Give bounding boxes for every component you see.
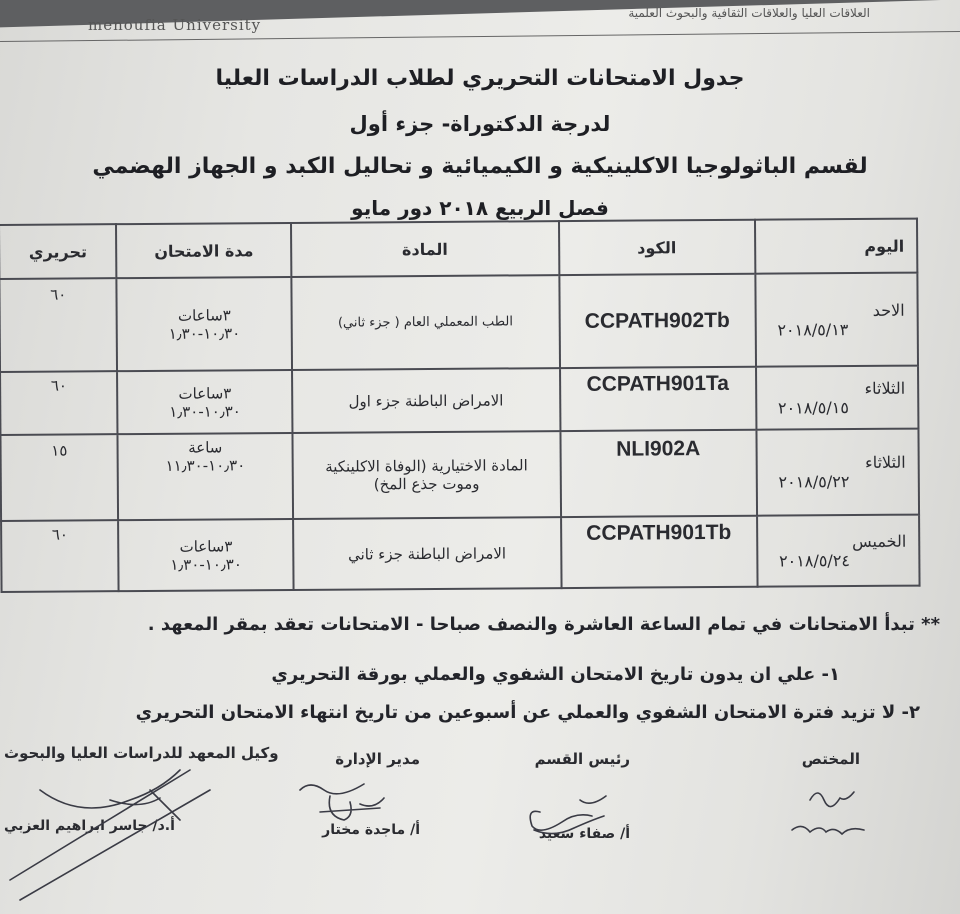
day-name: الاحد	[872, 300, 905, 320]
exam-date: ٢٠١٨/٥/٢٤	[778, 550, 851, 571]
duration-value: ٣ساعات	[179, 536, 233, 556]
time-range: ١٠٫٣٠-١٫٣٠	[168, 323, 241, 343]
day-name: الثلاثاء	[865, 452, 906, 472]
written-cell: ٦٠	[0, 278, 117, 372]
admin-signature	[300, 784, 384, 820]
vice-dean-signature	[10, 770, 210, 900]
specialist-signature	[792, 792, 864, 834]
admin-name: أ/ ماجدة مختار	[322, 822, 420, 838]
exam-date: ٢٠١٨/٥/٢٢	[778, 472, 850, 492]
time-range: ١٠٫٣٠-١٫٣٠	[169, 401, 241, 421]
day-name: الخميس	[852, 531, 907, 551]
subject-cell: المادة الاختيارية (الوفاة الاكلينكية وموت جذع المخ)	[292, 431, 560, 519]
head-title: رئيس القسم	[534, 750, 630, 768]
course-code: CCPATH901Ta	[586, 371, 729, 396]
duration-value: ساعة	[188, 438, 223, 457]
written-cell: ١٥	[0, 434, 118, 521]
duration-value: ٣ساعات	[178, 383, 232, 403]
vice-dean-name: أ.د/ جاسر ابراهيم العزبي	[4, 818, 175, 834]
header-code: الكود	[559, 220, 755, 275]
header-duration: مدة الامتحان	[116, 223, 291, 278]
main-title: جدول الامتحانات التحريري لطلاب الدراسات العليا	[215, 66, 745, 91]
header-subject: المادة	[291, 221, 559, 277]
course-code: NLI902A	[616, 437, 701, 461]
time-range: ١٠٫٣٠-١٫٣٠	[170, 554, 242, 574]
admin-title: مدير الإدارة	[335, 750, 420, 768]
day-name: الثلاثاء	[864, 378, 906, 398]
header-written: تحريري	[0, 224, 117, 279]
subject-cell: الامراض الباطنة جزء ثاني	[293, 517, 561, 590]
exam-date: ٢٠١٨/٥/١٣	[777, 319, 849, 340]
written-cell: ٦٠	[0, 371, 118, 435]
subject-cell: الامراض الباطنة جزء اول	[292, 368, 560, 433]
head-signature	[530, 796, 606, 834]
subject-cell: الطب المعملي العام ( جزء ثاني)	[291, 275, 559, 370]
note-2: ٢- لا تزيد فترة الامتحان الشفوي والعملي عن أسبوعين من تاريخ انتهاء الامتحان التحريري	[135, 702, 920, 723]
head-name: أ/ صفاء سعيد	[538, 826, 630, 842]
course-code: CCPATH902Tb	[584, 308, 730, 333]
term-title: فصل الربيع ٢٠١٨ دور مايو	[351, 196, 609, 220]
vice-dean-title: وكيل المعهد للدراسات العليا والبحوث	[4, 744, 279, 762]
time-range: ١٠٫٣٠-١١٫٣٠	[165, 456, 246, 475]
specialist-title: المختص	[801, 750, 860, 768]
exam-time-note: ** تبدأ الامتحانات في تمام الساعة العاشرة والنصف صباحا - الامتحانات تعقد بمقر المعهد .	[147, 614, 940, 635]
note-1: ١- علي ان يدون تاريخ الامتحان الشفوي والعملي بورقة التحريري	[271, 664, 840, 685]
degree-title: لدرجة الدكتوراة- جزء أول	[349, 112, 611, 136]
duration-value: ٣ساعات	[177, 305, 231, 325]
course-code: CCPATH901Tb	[586, 520, 732, 545]
office-header: العلاقات العليا والعلاقات الثقافية والبحوث العلمية	[628, 6, 870, 20]
header-day: اليوم	[755, 219, 918, 274]
department-title: لقسم الباثولوجيا الاكلينيكية و الكيميائية و تحاليل الكبد و الجهاز الهضمي	[92, 154, 868, 179]
written-cell: ٦٠	[1, 520, 119, 592]
university-header: menoufia University	[88, 16, 262, 34]
exam-date: ٢٠١٨/٥/١٥	[777, 397, 849, 418]
